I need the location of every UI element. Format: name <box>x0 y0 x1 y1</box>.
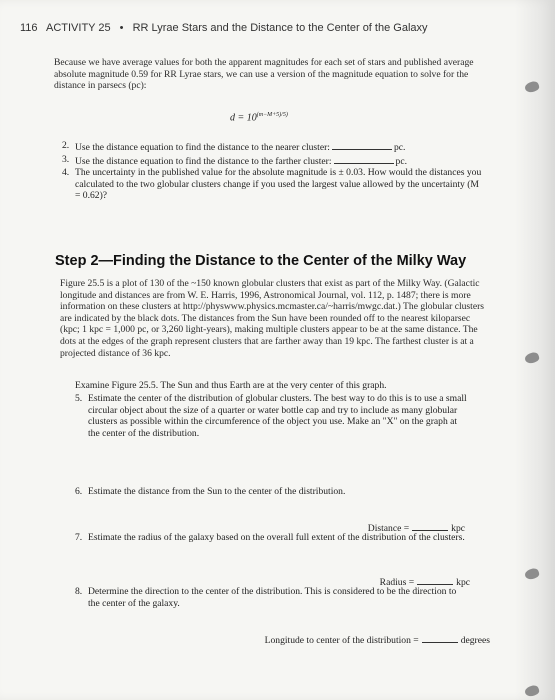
step2-heading: Step 2—Finding the Distance to the Center of the Milky Way <box>55 253 467 269</box>
question-6: 6. Estimate the distance from the Sun to the center of the distribution. <box>75 486 346 497</box>
longitude-answer-blank[interactable] <box>422 633 458 643</box>
longitude-label: Longitude to center of the distribution = <box>264 635 419 646</box>
examine-instruction: Examine Figure 25.5. The Sun and thus Earth are at the very center of this graph. <box>75 380 387 391</box>
radius-unit: kpc <box>456 577 470 588</box>
running-head <box>20 22 428 34</box>
question-5: 5. Estimate the center of the distribution of globular clusters. The best way to do this is to use a small circular object about the size of a quarter or water bottle cap and try to include as many globular clusters as possible within the circumference of the object you use. Make an "X" on the graph at the center of the distribution. <box>75 393 467 439</box>
question-4: 4. The uncertainty in the published value for the absolute magnitude is ± 0.03. How would the distances you calculated to the two globular clusters change if you used the largest value allowed by the uncertainty (M = 0.62)? <box>62 167 482 202</box>
question-2: 2. Use the distance equation to find the distance to the nearer cluster: pc. <box>62 140 406 153</box>
longitude-answer-line <box>200 633 490 647</box>
formula-exponent: (m−M+5)/5) <box>256 112 288 118</box>
intro-paragraph: Because we have average values for both the apparent magnitudes for each set of stars and published average absolute magnitude 0.59 for RR Lyrae stars, we can use a version of the magnitude equation to solve for the distance in parsecs (pc): <box>54 57 474 92</box>
answer-blank-q2[interactable] <box>332 140 392 150</box>
activity-label: ACTIVITY 25 <box>46 22 111 34</box>
question-8: 8. Determine the direction to the center of the distribution. This is considered to be the direction to the center of the galaxy. <box>75 586 457 609</box>
chapter-title: RR Lyrae Stars and the Distance to the Center of the Galaxy <box>132 22 428 34</box>
distance-unit: kpc <box>451 523 465 534</box>
distance-answer-blank[interactable] <box>412 521 448 531</box>
page-edge-shadow <box>515 0 555 700</box>
question-7: 7. Estimate the radius of the galaxy based on the overall full extent of the distribution of the clusters. <box>75 532 465 543</box>
formula-base: d = 10 <box>230 112 257 124</box>
radius-answer-blank[interactable] <box>417 575 453 585</box>
question-list-part1 <box>62 140 482 202</box>
distance-label: Distance = <box>367 523 410 534</box>
header-bullet: • <box>119 22 124 34</box>
distance-formula <box>230 112 288 123</box>
page-number: 116 <box>20 22 38 34</box>
step2-paragraph: Figure 25.5 is a plot of 130 of the ~150 known globular clusters that exist as part of the Milky Way. (Galactic longitude and distances are from W. E. Harris, 1996, Astronomical Journal, vol. 112, p. 1487; there is more information on these clusters at http://physwww.physics.mcmaster.ca/~harris/mwgc.dat.) The globular clusters are indicated by the black dots. The distances from the Sun have been rounded off to the nearest kiloparsec (kpc; 1 kpc = 1,000 pc, or 3,260 light-years), making multiple clusters appear to be at the same distance. The dots at the edges of the graph represent clusters that are farther away than 19 kpc. The farthest cluster is at a projected distance of 36 kpc. <box>60 278 485 359</box>
answer-blank-q3[interactable] <box>334 154 394 164</box>
longitude-unit: degrees <box>460 635 490 646</box>
radius-label: Radius = <box>379 577 415 588</box>
question-3: 3. Use the distance equation to find the distance to the farther cluster: pc. <box>62 153 408 167</box>
